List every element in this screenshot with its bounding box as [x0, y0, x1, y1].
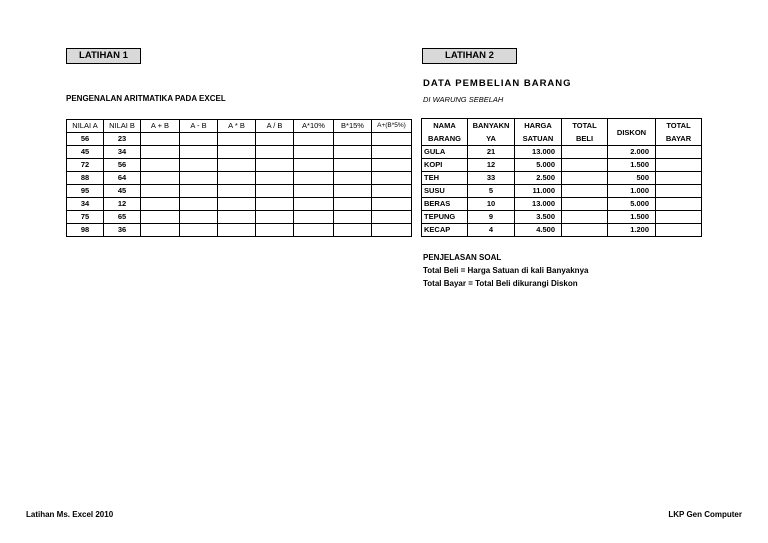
latihan2-subtitle: DI WARUNG SEBELAH: [423, 95, 504, 104]
latihan1-empty-cell: [218, 211, 256, 224]
latihan1-empty-cell: [218, 146, 256, 159]
latihan2-cell: 1.500: [608, 159, 656, 172]
latihan2-row: [422, 172, 702, 185]
latihan1-empty-cell: [180, 224, 218, 237]
latihan2-header-cell: [562, 119, 608, 146]
latihan1-empty-cell: [141, 185, 180, 198]
latihan1-header-cell: A / B: [256, 120, 294, 133]
latihan1-cell: 45: [67, 146, 104, 159]
latihan2-cell: 2.500: [515, 172, 562, 185]
latihan1-cell: 34: [67, 198, 104, 211]
latihan1-cell: 64: [104, 172, 141, 185]
latihan1-row: [67, 198, 412, 211]
latihan1-table: [66, 119, 412, 237]
latihan2-header-line: YA: [486, 134, 496, 143]
latihan1-empty-cell: [334, 211, 372, 224]
latihan2-row: [422, 146, 702, 159]
latihan1-empty-cell: [218, 133, 256, 146]
footer-left: Latihan Ms. Excel 2010: [26, 510, 114, 519]
latihan1-empty-cell: [141, 146, 180, 159]
latihan2-cell: 1.500: [608, 211, 656, 224]
latihan1-empty-cell: [294, 198, 334, 211]
latihan1-empty-cell: [372, 133, 412, 146]
latihan2-cell: [656, 185, 702, 198]
latihan1-empty-cell: [372, 211, 412, 224]
latihan1-empty-cell: [334, 198, 372, 211]
latihan1-empty-cell: [141, 133, 180, 146]
latihan2-cell: [562, 185, 608, 198]
latihan1-empty-cell: [256, 146, 294, 159]
latihan2-cell: 13.000: [515, 198, 562, 211]
latihan1-empty-cell: [294, 224, 334, 237]
penjelasan-line-2: Total Bayar = Total Beli dikurangi Diskon: [423, 279, 578, 288]
latihan2-header-line: TOTAL: [666, 121, 691, 130]
latihan2-header-line: DISKON: [616, 127, 647, 137]
latihan2-cell: [656, 146, 702, 159]
latihan1-cell: 36: [104, 224, 141, 237]
latihan1-empty-cell: [294, 172, 334, 185]
latihan1-empty-cell: [256, 133, 294, 146]
latihan1-row: [67, 211, 412, 224]
latihan1-row: [67, 146, 412, 159]
latihan1-empty-cell: [372, 185, 412, 198]
latihan1-cell: 95: [67, 185, 104, 198]
latihan1-empty-cell: [294, 159, 334, 172]
latihan1-empty-cell: [372, 159, 412, 172]
latihan1-cell: 23: [104, 133, 141, 146]
latihan1-label: LATIHAN 1: [66, 48, 141, 64]
latihan1-header-cell: A * B: [218, 120, 256, 133]
latihan2-cell: 3.500: [515, 211, 562, 224]
latihan2-cell: 33: [468, 172, 515, 185]
latihan1-empty-cell: [334, 224, 372, 237]
latihan2-cell: 12: [468, 159, 515, 172]
latihan2-cell: 500: [608, 172, 656, 185]
latihan1-empty-cell: [218, 172, 256, 185]
latihan1-header-cell: NILAI A: [67, 120, 104, 133]
latihan1-empty-cell: [256, 159, 294, 172]
latihan1-row: [67, 159, 412, 172]
latihan2-cell: 4.500: [515, 224, 562, 237]
latihan2-cell: 5.000: [515, 159, 562, 172]
latihan2-header-line: TOTAL: [572, 121, 597, 130]
latihan2-cell: [656, 172, 702, 185]
latihan2-cell: 13.000: [515, 146, 562, 159]
latihan2-cell: 4: [468, 224, 515, 237]
latihan2-header-cell: [422, 119, 468, 146]
latihan1-empty-cell: [180, 172, 218, 185]
latihan2-row: [422, 185, 702, 198]
latihan1-empty-cell: [334, 133, 372, 146]
latihan1-subtitle: PENGENALAN ARITMATIKA PADA EXCEL: [66, 94, 226, 103]
latihan1-cell: 34: [104, 146, 141, 159]
latihan2-cell: 1.000: [608, 185, 656, 198]
latihan2-header-cell: [656, 119, 702, 146]
latihan1-empty-cell: [180, 185, 218, 198]
latihan2-cell: 5.000: [608, 198, 656, 211]
latihan2-header-line: BARANG: [428, 134, 461, 143]
latihan2-cell: [562, 211, 608, 224]
latihan2-cell: BERAS: [422, 198, 468, 211]
latihan2-cell: [656, 198, 702, 211]
latihan1-header-cell: A*10%: [294, 120, 334, 133]
latihan2-table: [421, 118, 702, 237]
latihan2-cell: 2.000: [608, 146, 656, 159]
latihan2-cell: [656, 159, 702, 172]
latihan1-header-cell: NILAI B: [104, 120, 141, 133]
latihan1-row: [67, 172, 412, 185]
latihan1-empty-cell: [294, 211, 334, 224]
latihan1-empty-cell: [294, 146, 334, 159]
latihan1-header-cell: A + B: [141, 120, 180, 133]
latihan1-row: [67, 133, 412, 146]
latihan2-cell: TEH: [422, 172, 468, 185]
latihan2-row: [422, 211, 702, 224]
latihan1-empty-cell: [372, 224, 412, 237]
latihan2-cell: SUSU: [422, 185, 468, 198]
latihan1-empty-cell: [372, 172, 412, 185]
latihan2-row: [422, 224, 702, 237]
latihan2-cell: [656, 211, 702, 224]
latihan1-empty-cell: [218, 185, 256, 198]
latihan1-empty-cell: [334, 172, 372, 185]
latihan2-cell: 1.200: [608, 224, 656, 237]
latihan1-empty-cell: [218, 198, 256, 211]
penjelasan-line-1: Total Beli = Harga Satuan di kali Banyaknya: [423, 266, 589, 275]
latihan2-cell: 9: [468, 211, 515, 224]
latihan1-empty-cell: [180, 198, 218, 211]
latihan2-cell: [562, 146, 608, 159]
latihan1-empty-cell: [334, 146, 372, 159]
latihan1-empty-cell: [180, 211, 218, 224]
latihan1-empty-cell: [141, 198, 180, 211]
penjelasan-title: PENJELASAN SOAL: [423, 253, 502, 262]
latihan1-header-cell: A - B: [180, 120, 218, 133]
latihan2-cell: [562, 198, 608, 211]
latihan2-title: DATA PEMBELIAN BARANG: [423, 78, 572, 89]
latihan2-cell: 21: [468, 146, 515, 159]
latihan2-cell: 11.000: [515, 185, 562, 198]
latihan2-cell: 10: [468, 198, 515, 211]
latihan2-header-line: BANYAKN: [472, 121, 510, 130]
latihan2-header-cell: [468, 119, 515, 146]
latihan1-empty-cell: [141, 211, 180, 224]
latihan2-cell: KECAP: [422, 224, 468, 237]
latihan2-cell: [562, 224, 608, 237]
latihan1-row: [67, 185, 412, 198]
latihan1-empty-cell: [141, 172, 180, 185]
latihan2-header-cell: [608, 119, 656, 146]
latihan1-cell: 72: [67, 159, 104, 172]
latihan1-empty-cell: [372, 198, 412, 211]
latihan2-header-line: BAYAR: [665, 134, 692, 143]
latihan1-cell: 45: [104, 185, 141, 198]
latihan1-empty-cell: [334, 159, 372, 172]
latihan2-header-cell: [515, 119, 562, 146]
latihan1-header-cell: A+(B*5%): [372, 120, 412, 133]
latihan1-empty-cell: [218, 224, 256, 237]
latihan1-cell: 12: [104, 198, 141, 211]
latihan1-header-cell: B*15%: [334, 120, 372, 133]
latihan1-empty-cell: [256, 172, 294, 185]
latihan1-cell: 98: [67, 224, 104, 237]
footer-right: LKP Gen Computer: [668, 510, 742, 519]
latihan1-empty-cell: [294, 185, 334, 198]
latihan2-row: [422, 198, 702, 211]
latihan2-cell: 5: [468, 185, 515, 198]
latihan1-cell: 75: [67, 211, 104, 224]
latihan1-empty-cell: [180, 133, 218, 146]
latihan2-header-line: BELI: [575, 134, 594, 143]
latihan1-empty-cell: [256, 185, 294, 198]
latihan1-cell: 65: [104, 211, 141, 224]
latihan2-cell: [656, 224, 702, 237]
latihan2-row: [422, 159, 702, 172]
latihan1-empty-cell: [372, 146, 412, 159]
latihan2-cell: [562, 159, 608, 172]
latihan1-empty-cell: [294, 133, 334, 146]
latihan2-cell: KOPI: [422, 159, 468, 172]
latihan1-cell: 88: [67, 172, 104, 185]
latihan2-cell: [562, 172, 608, 185]
latihan1-empty-cell: [180, 159, 218, 172]
latihan1-cell: 56: [104, 159, 141, 172]
latihan2-header-line: HARGA: [524, 121, 552, 130]
latihan1-empty-cell: [256, 224, 294, 237]
latihan2-cell: TEPUNG: [422, 211, 468, 224]
latihan2-label: LATIHAN 2: [422, 48, 517, 64]
latihan1-empty-cell: [218, 159, 256, 172]
latihan1-empty-cell: [180, 146, 218, 159]
latihan1-empty-cell: [256, 198, 294, 211]
latihan1-empty-cell: [334, 185, 372, 198]
latihan1-row: [67, 224, 412, 237]
latihan2-header-line: NAMA: [433, 121, 456, 130]
latihan2-header-line: SATUAN: [522, 134, 554, 143]
latihan1-empty-cell: [141, 224, 180, 237]
latihan1-empty-cell: [141, 159, 180, 172]
latihan1-cell: 56: [67, 133, 104, 146]
latihan1-empty-cell: [256, 211, 294, 224]
latihan2-cell: GULA: [422, 146, 468, 159]
